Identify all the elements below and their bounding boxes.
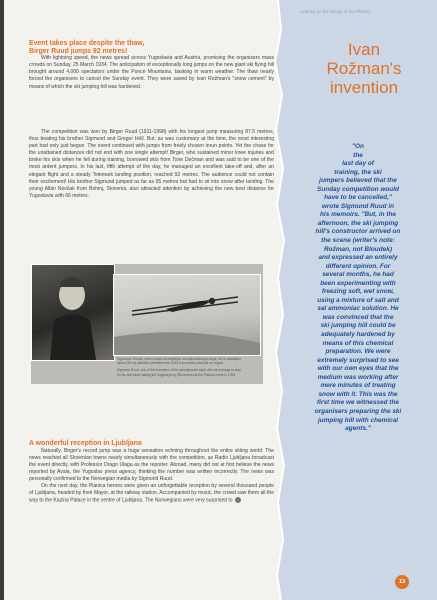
- section-competition: [29, 129, 274, 200]
- quote-line: agents.": [345, 425, 371, 433]
- heading-line: Event takes place despite the thaw,: [29, 40, 145, 47]
- quote-line: and expressed an entirely: [318, 254, 398, 262]
- ski-jumper-image: [114, 275, 260, 355]
- section-heading: A wonderful reception in Ljubljana: [29, 440, 142, 447]
- quote-line: different opinion. For: [325, 262, 391, 270]
- quote-line: extremely surprised to see: [317, 356, 399, 364]
- quote-line: the: [353, 151, 363, 159]
- quote-line: organisers preparing the ski: [314, 407, 402, 415]
- quote-line: freezing soft, wet snow,: [321, 288, 395, 296]
- sidebar-quote: [280, 143, 436, 434]
- quote-line: training, the ski: [334, 168, 382, 176]
- heading-line: Birger Ruud jumps 92 metres!: [29, 47, 128, 55]
- quote-line: adequately hardened by: [321, 331, 395, 339]
- quote-line: snow with it. This was the: [318, 390, 398, 398]
- quote-line: using a mixture of salt and: [317, 296, 399, 304]
- portrait-photo-image: [32, 265, 114, 360]
- page-number-badge: 13: [395, 575, 409, 589]
- quote-line: jumpers believed that the: [319, 177, 397, 185]
- quote-line: hill's constructor arrived on: [315, 228, 401, 236]
- section-reception: [29, 440, 274, 505]
- paragraph: Naturally, Birger's record jump was a huge sensation echoing throughout the entire skiing world. The news reached all Slovenian towns nearly simultaneously with the competition, as Radio Ljubljana broadcast the event directly, with Professor Drago Ulaga as the reporter. Abroad, many did not at first believe the news reported by Avala, the Yugoslav press agency, thinking the number was written incorrectly. The news was personally confirmed to the Norwegian media by Sigmund Ruud.: [29, 447, 274, 482]
- quote-line: afternoon, the ski jumping: [317, 219, 399, 227]
- quote-line: was convinced that the: [322, 313, 394, 321]
- quote-line: first time we witnessed the: [317, 399, 399, 407]
- paragraph: On the next day, the Planica heroes were given an unforgettable reception by several thousand people of Ljubljana, headed by their Mayor, at the railway station. Accompanied by music, the crowd saw them all the way to the Kazina Palace in the centre of Ljubljana. The Norwegians were very surprised to: [29, 483, 274, 504]
- running-head: Leaning on the Wings of the Planets: [300, 9, 371, 14]
- quote-line: means of this chemical: [322, 339, 394, 347]
- sidebar-title: [304, 40, 424, 97]
- quote-line: medium was working after: [317, 373, 399, 381]
- sidebar-title-line: Ivan: [347, 40, 381, 59]
- caption-line: skoku (95 m) planiške prireditve leta 1934 ni posrečilo obdržati na nogah.: [117, 361, 224, 366]
- quote-line: with our own eyes that the: [317, 365, 399, 373]
- paragraph: The competition was won by Birger Ruud (1911-1998) with his longest jump measuring 87.5 metres, thus beating his brother Sigmund and Gregor Höll. But, as was customary at the time, the most interesting part had only just begun. The event continued with jumps from freely chosen inrun points. Yet the chase for the unattained distances did not end with one single attempt! Birger, who sustained minor knee injuries and broke his skis when he fell during training, borrowed skis from Tone Dečman and was said to be one of the most ardent jumpers. In his last, fifth attempt of the day, he managed an excellent take-off and, after an elegant flight and a steady Telemark landing position, reached 92 metres. The audience could not contain their excitement! His brother Sigmund jumped as far as 95 metres but had to sit into snow after landing. The young Albin Novšak from Bohinj, Slovenia, also attracted attention by achieving the new best distance for Yugoslavia with 66 metres.: [29, 129, 274, 199]
- quote-line: preparation. We were: [325, 348, 391, 356]
- section-heading: [29, 40, 274, 55]
- paragraph-continued: [29, 483, 274, 505]
- caption-line: Sigmund Ruud, one of the founders of the aerodynamic style, did not manage to stay: [117, 368, 241, 373]
- portrait-photo: [31, 264, 115, 361]
- caption-line: on his feet when taking the longest jump (95 metres) at the Planica event in 1934.: [117, 372, 237, 377]
- quote-line: ski jumping hill could be: [320, 322, 396, 330]
- photo-caption: [117, 357, 263, 377]
- quote-line: wrote Sigmund Ruud in: [321, 202, 395, 210]
- sidebar-title-line: Rožman's: [326, 59, 402, 78]
- quote-line: Sunday competition would: [317, 185, 399, 193]
- quote-line: the scene (writer's note:: [321, 237, 395, 245]
- caption-line: Sigmundu Ruudu, eden izmed utemeljiteljev aerodinamičnega sloga, se ni najdaljšim: [117, 357, 241, 361]
- sidebar-title-line: invention: [329, 78, 399, 97]
- quote-line: last day of: [342, 160, 374, 168]
- continue-icon: [235, 497, 241, 503]
- quote-line: several months, he had: [322, 271, 394, 279]
- paragraph: With lightning speed, the news spread across Yugoslavia and Austria, promising the organisers mass crowds on Sunday, 25 March 1934. The anticipation of exceptionally long jumps on the new giant ski flying hill brought around 4,000 spectators under the Ponce Mountains, basking in warm weather. The thaw nearly forced the organisers to cancel the Sunday event. They were saved by Ivan Rožman's "snow cement" by means of which the ski jumping hill was hardened.: [29, 55, 274, 90]
- quote-line: his memoirs. "But, in the: [319, 211, 397, 219]
- quote-line: have to be cancelled,": [324, 194, 392, 202]
- quote-line: mere minutes of treating: [320, 382, 396, 390]
- jump-photo: [113, 274, 261, 356]
- quote-line: Rožman, not Bloudek): [324, 245, 392, 253]
- quote-line: sal ammoniac solution. He: [317, 305, 399, 313]
- quote-line: been experimenting with: [320, 279, 396, 287]
- quote-line: jumping hill with chemical: [317, 416, 399, 424]
- section-thaw: [29, 40, 274, 91]
- quote-line: "On: [352, 143, 364, 150]
- magazine-page: [4, 0, 437, 600]
- photo-block: [31, 264, 263, 384]
